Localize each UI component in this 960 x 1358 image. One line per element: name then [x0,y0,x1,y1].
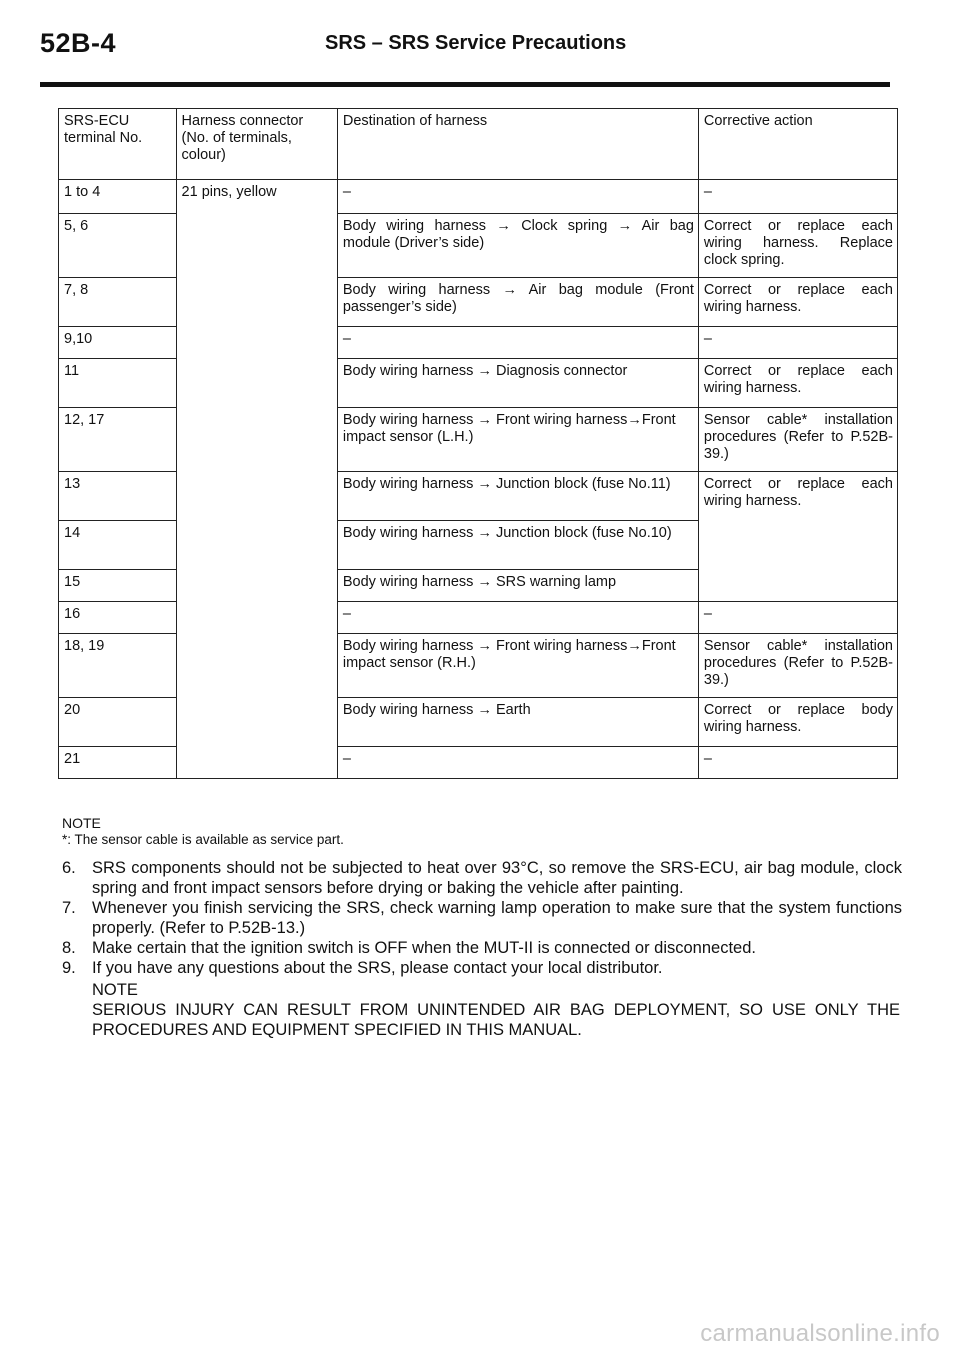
item-number: 9. [62,959,76,977]
cell-destination: Body wiring harness → Earth [337,698,698,747]
precaution-list [62,858,902,978]
cell-destination: – [337,602,698,634]
header-connector: Harness connector (No. of terminals, colour) [176,109,337,180]
cell-connector: 21 pins, yellow [176,180,337,779]
cell-destination: Body wiring harness → SRS warning lamp [337,570,698,602]
cell-terminal: 18, 19 [59,634,177,698]
table-header-row [59,109,898,180]
cell-destination: – [337,747,698,779]
caution-text: SERIOUS INJURY CAN RESULT FROM UNINTENDED AIR BAG DEPLOYMENT, SO USE ONLY THE PROCEDURES AND EQUIPMENT SPECIFIED IN THIS MANUAL. [92,1001,900,1039]
cell-terminal: 13 [59,472,177,521]
cell-action: Correct or replace body wiring harness. [698,698,897,747]
page-number: 52B-4 [40,28,117,58]
cell-terminal: 11 [59,359,177,408]
cell-terminal: 5, 6 [59,214,177,278]
table-note [62,815,900,848]
list-item [62,938,902,958]
cell-action: Correct or replace each wiring harness. [698,278,897,327]
cell-destination: Body wiring harness → Front wiring harness→Front impact sensor (R.H.) [337,634,698,698]
header-destination: Destination of harness [337,109,698,180]
note-text: *: The sensor cable is available as service part. [62,832,344,847]
cell-action: Sensor cable* installation procedures (Refer to P.52B-39.) [698,634,897,698]
list-item [62,858,902,898]
cell-destination: – [337,327,698,359]
cell-destination: Body wiring harness → Front wiring harness→Front impact sensor (L.H.) [337,408,698,472]
item-text: Whenever you finish servicing the SRS, check warning lamp operation to make sure that the system functions properly. (Refer to P.52B-13.) [92,899,902,937]
cell-destination: Body wiring harness → Diagnosis connector [337,359,698,408]
header-terminal: SRS-ECU terminal No. [59,109,177,180]
caution-note [92,980,900,1040]
page-title: SRS – SRS Service Precautions [325,32,627,54]
cell-terminal: 15 [59,570,177,602]
cell-action: – [698,180,897,214]
list-item [62,898,902,938]
cell-destination: Body wiring harness → Junction block (fuse No.10) [337,521,698,570]
list-item [62,958,902,978]
page-header [40,28,888,82]
cell-terminal: 9,10 [59,327,177,359]
cell-terminal: 21 [59,747,177,779]
item-number: 8. [62,939,76,957]
cell-terminal: 1 to 4 [59,180,177,214]
cell-action: Correct or replace each wiring harness. Replace clock spring. [698,214,897,278]
cell-destination: Body wiring harness → Junction block (fuse No.11) [337,472,698,521]
item-text: Make certain that the ignition switch is OFF when the MUT-II is connected or disconnected. [92,939,756,957]
cell-destination: – [337,180,698,214]
item-number: 6. [62,859,76,877]
item-text: SRS components should not be subjected to heat over 93°C, so remove the SRS-ECU, air bag module, clock spring and front impact sensors before drying or baking the vehicle after painting. [92,859,902,897]
table-row [59,180,898,214]
cell-action: – [698,602,897,634]
watermark-text: carmanualsonline.info [700,1320,940,1347]
cell-terminal: 7, 8 [59,278,177,327]
cell-terminal: 14 [59,521,177,570]
cell-action: – [698,747,897,779]
item-number: 7. [62,899,76,917]
header-action: Corrective action [698,109,897,180]
cell-action: Sensor cable* installation procedures (Refer to P.52B-39.) [698,408,897,472]
note-label: NOTE [62,815,101,831]
cell-destination: Body wiring harness → Air bag module (Front passenger’s side) [337,278,698,327]
harness-table [58,108,898,779]
cell-action: Correct or replace each wiring harness. [698,472,897,602]
cell-action: Correct or replace each wiring harness. [698,359,897,408]
item-text: If you have any questions about the SRS, please contact your local distributor. [92,959,663,977]
cell-terminal: 16 [59,602,177,634]
header-rule [40,82,890,87]
cell-terminal: 12, 17 [59,408,177,472]
cell-destination: Body wiring harness → Clock spring → Air bag module (Driver’s side) [337,214,698,278]
cell-action: – [698,327,897,359]
caution-label: NOTE [92,981,138,999]
cell-terminal: 20 [59,698,177,747]
